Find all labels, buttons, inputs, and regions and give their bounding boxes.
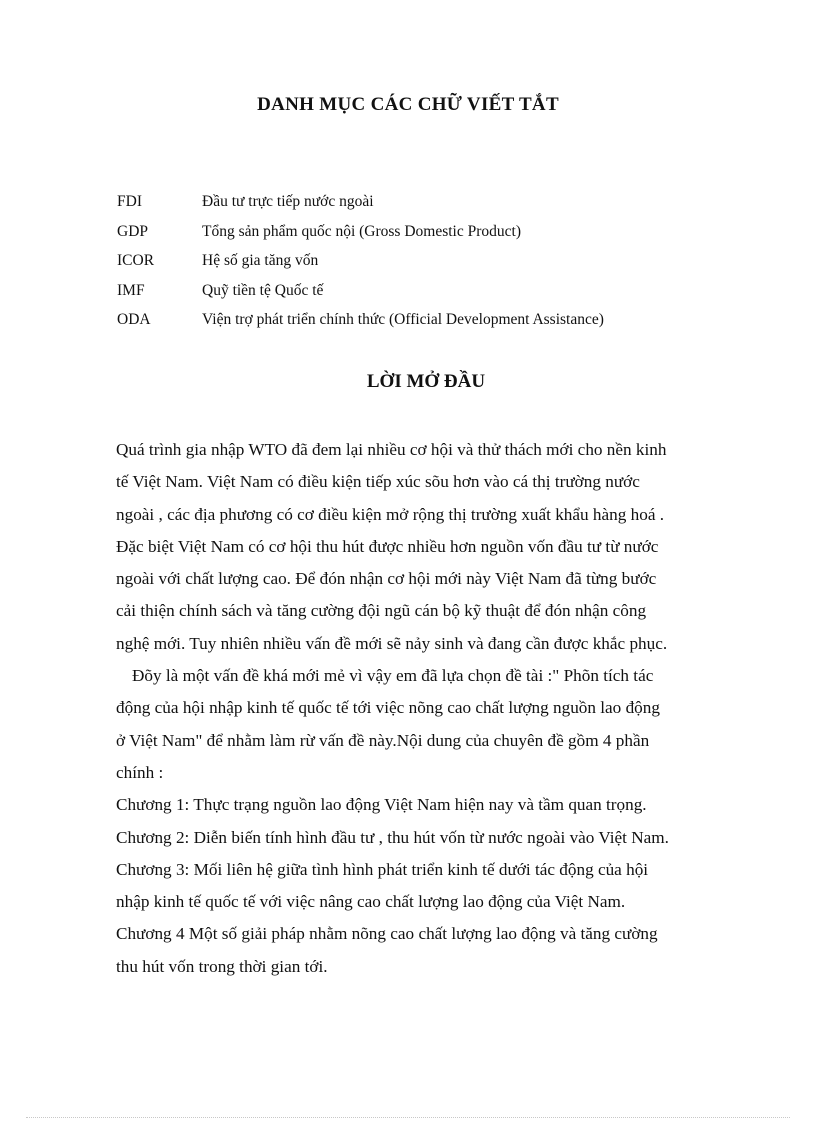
abbreviation-code: FDI bbox=[117, 193, 142, 210]
abbreviation-meaning: Quỹ tiền tệ Quốc tế bbox=[202, 281, 324, 299]
body-line: chính : bbox=[116, 762, 164, 782]
body-line: Đõy là một vấn đề khá mới mẻ vì vậy em đã lựa chọn đề tài :" Phõn tích tác bbox=[132, 666, 654, 686]
introduction-title: LỜI MỞ ĐẦU bbox=[366, 371, 486, 392]
abbreviation-meaning: Hệ số gia tăng vốn bbox=[202, 252, 319, 269]
abbreviation-meaning: Đầu tư trực tiếp nước ngoài bbox=[202, 193, 374, 210]
abbreviation-row bbox=[117, 249, 604, 279]
abbreviations-title: DANH MỤC CÁC CHỮ VIẾT TẮT bbox=[257, 94, 559, 115]
body-line: ngoài , các địa phương có cơ điều kiện mở rộng thị trường xuất khẩu hàng hoá . bbox=[116, 504, 665, 524]
abbreviation-meaning: Tổng sản phẩm quốc nội (Gross Domestic Product) bbox=[202, 222, 521, 240]
chapter-line: thu hút vốn trong thời gian tới. bbox=[116, 956, 328, 976]
body-line: động của hội nhập kinh tế quốc tế tới việc nõng cao chất lượng nguồn lao động bbox=[116, 698, 660, 718]
abbreviation-row bbox=[117, 308, 604, 338]
abbreviation-code: ODA bbox=[117, 311, 151, 328]
body-line: Đặc biệt Việt Nam có cơ hội thu hút được nhiều hơn nguồn vốn đầu tư từ nước bbox=[116, 536, 659, 556]
abbreviation-code: IMF bbox=[117, 281, 145, 299]
chapter-line: Chương 1: Thực trạng nguồn lao động Việt Nam hiện nay và tầm quan trọng. bbox=[116, 795, 647, 815]
abbreviation-row bbox=[117, 220, 604, 250]
abbreviation-list bbox=[117, 190, 604, 338]
abbreviation-meaning: Viện trợ phát triển chính thức (Official Development Assistance) bbox=[202, 311, 604, 328]
abbreviation-row bbox=[117, 190, 604, 220]
body-line: cải thiện chính sách và tăng cường đội ngũ cán bộ kỹ thuật để đón nhận công bbox=[116, 601, 647, 621]
abbreviation-code: ICOR bbox=[117, 252, 155, 269]
chapter-line: nhập kinh tế quốc tế với việc nâng cao chất lượng lao động của Việt Nam. bbox=[116, 892, 626, 912]
chapter-line: Chương 2: Diễn biến tính hình đầu tư , thu hút vốn từ nước ngoài vào Việt Nam. bbox=[116, 827, 669, 847]
abbreviation-code: GDP bbox=[117, 222, 149, 240]
introduction-body bbox=[116, 434, 756, 983]
chapter-line: Chương 3: Mối liên hệ giữa tình hình phát triển kinh tế dưới tác động của hội bbox=[116, 859, 649, 879]
body-line: ngoài với chất lượng cao. Để đón nhận cơ hội mới này Việt Nam đã từng bước bbox=[116, 569, 657, 589]
body-line: ở Việt Nam" để nhằm làm rừ vấn đề này.Nội dung của chuyên đề gồm 4 phần bbox=[116, 730, 650, 750]
page-bottom-divider bbox=[26, 1117, 790, 1118]
body-line: nghệ mới. Tuy nhiên nhiều vấn đề mới sẽ nảy sinh và đang cần được khắc phục. bbox=[116, 633, 668, 653]
abbreviation-row bbox=[117, 279, 604, 309]
body-line: tế Việt Nam. Việt Nam có điều kiện tiếp xúc sõu hơn vào cá thị trường nước bbox=[116, 472, 640, 492]
body-line: Quá trình gia nhập WTO đã đem lại nhiều cơ hội và thử thách mới cho nền kinh bbox=[116, 440, 667, 459]
chapter-line: Chương 4 Một số giải pháp nhằm nõng cao chất lượng lao động và tăng cường bbox=[116, 924, 658, 944]
